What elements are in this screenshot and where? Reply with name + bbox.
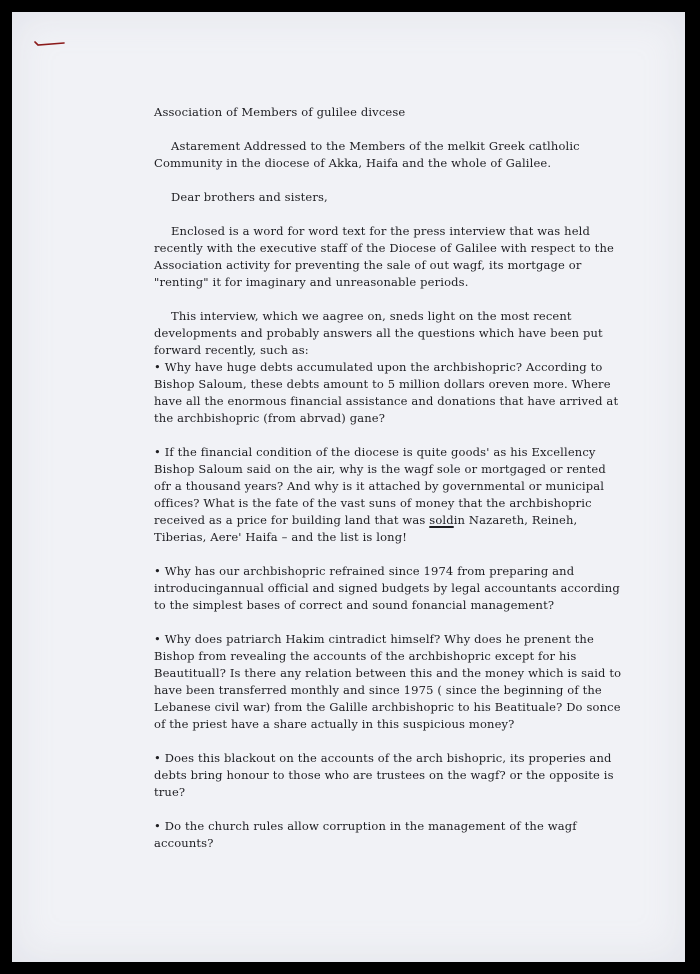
paragraph-enclosed: Enclosed is a word for word text for the press interview that was held recently with the executive staff of the Diocese of Galilee with respect to the Association activity for preventing the sale of out wagf, its mortgage or "renting" it for imaginary and unreasonable periods. — [154, 224, 614, 289]
document-page — [12, 12, 685, 962]
salutation: Dear brothers and sisters, — [171, 190, 328, 204]
letter-body — [154, 104, 624, 852]
question-patriarch: • Why does patriarch Hakim cintradict himself? Why does he prenent the Bishop from revealing the accounts of the archbishopric except for his Beautituall? Is there any relation between this and the money which is said to have been transferred monthly and since 1975 ( since the beginning of the Lebanese civil war) from the Galille archbishopric to his Beatituale? Do sonce of the priest have a share actually in this suspicious money? — [154, 632, 622, 731]
question-financial-condition-end: in Nazareth, Reineh, Tiberias, Aere' Haifa – and the list is long! — [154, 513, 578, 544]
underlined-word: sold — [429, 513, 454, 527]
question-church-rules: • Do the church rules allow corruption in the management of the wagf accounts? — [154, 819, 577, 850]
question-financial-condition — [154, 444, 624, 546]
letter-heading: Association of Members of gulilee divcese — [154, 105, 406, 119]
question-financial-condition-text: • If the financial condition of the diocese is quite goods' as his Excellency Bishop Saloum said on the air, why is the wagf sole or mortgaged or rented ofr a thousand years? And why is it attached by governmental or municipal offices? What is the fate of the vast suns of money that the archbishopric received as a price for building land that was — [154, 445, 606, 527]
question-blackout: • Does this blackout on the accounts of the arch bishopric, its properies and debts bring honour to those who are trustees on the wagf? or the opposite is true? — [154, 751, 614, 799]
paragraph-interview: This interview, which we aagree on, sneds light on the most recent developments and probably answers all the questions which have been put forward recently, such as: — [154, 309, 603, 357]
statement-line: Astarement Addressed to the Members of the melkit Greek catlholic Community in the diocese of Akka, Haifa and the whole of Galilee. — [154, 139, 580, 170]
question-debts: • Why have huge debts accumulated upon the archbishopric? According to Bishop Saloum, these debts amount to 5 million dollars oreven more. Where have all the enormous financial assistance and donations that have arrived at the archbishopric (from abrvad) gane? — [154, 360, 619, 425]
corner-pen-mark — [34, 40, 66, 46]
question-budgets: • Why has our archbishopric refrained since 1974 from preparing and introducingannual official and signed budgets by legal accountants according to the simplest bases of correct and sound fonancial management? — [154, 564, 620, 612]
